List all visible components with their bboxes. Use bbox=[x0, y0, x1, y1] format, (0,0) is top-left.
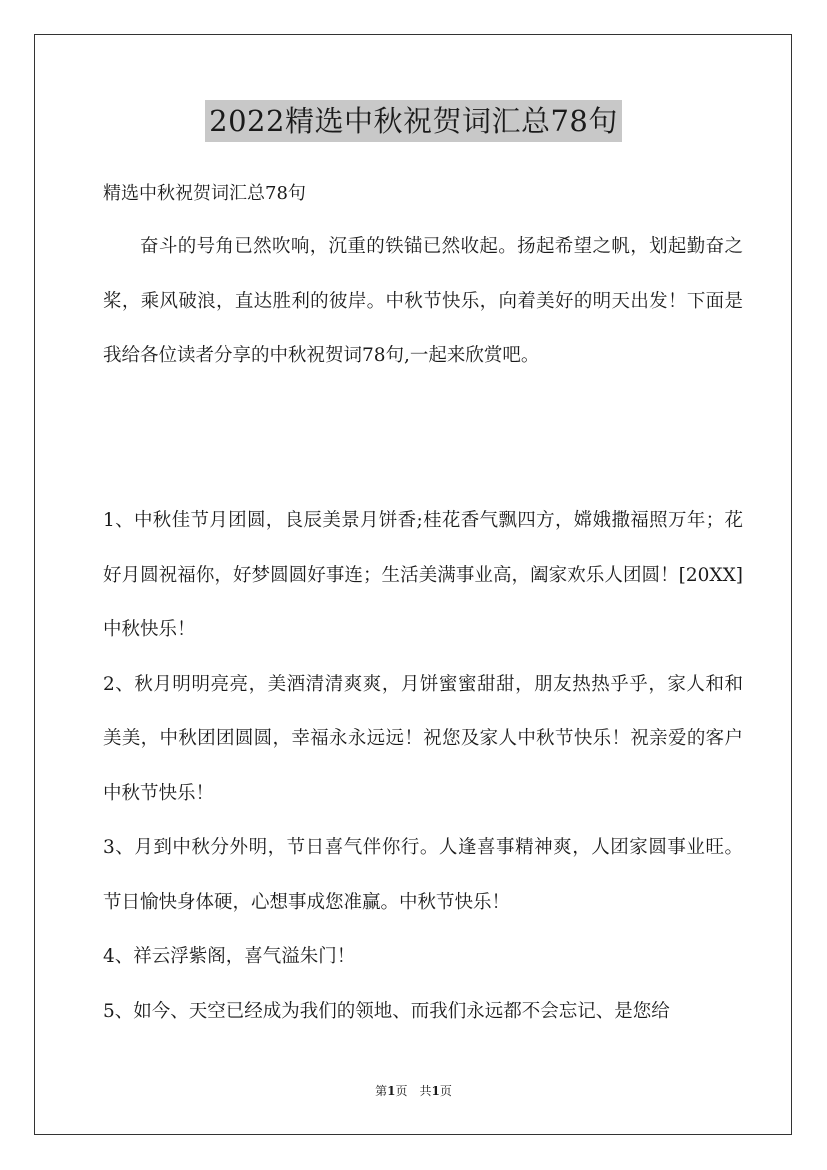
intro-paragraph: 奋斗的号角已然吹响，沉重的铁锚已然收起。扬起希望之帆，划起勤奋之桨，乘风破浪，直达胜利的彼岸。中秋节快乐，向着美好的明天出发！下面是我给各位读者分享的中秋祝贺词78句,一起来欣赏吧。 bbox=[103, 236, 743, 366]
page-current: 1 bbox=[387, 1084, 396, 1098]
document-subtitle: 精选中秋祝贺词汇总78句 bbox=[103, 183, 306, 204]
greetings-list bbox=[103, 494, 743, 1039]
list-item: 4、祥云浮紫阁，喜气溢朱门！ bbox=[103, 946, 356, 967]
list-item: 3、月到中秋分外明，节日喜气伴你行。人逢喜事精神爽，人团家圆事业旺。节日愉快身体硬，心想事成您准赢。中秋节快乐！ bbox=[103, 837, 743, 913]
page-total: 1 bbox=[431, 1084, 440, 1098]
page-prefix: 第 bbox=[375, 1084, 388, 1098]
page-mid: 页 共 bbox=[395, 1084, 432, 1098]
list-item: 2、秋月明明亮亮，美酒清清爽爽，月饼蜜蜜甜甜，朋友热热乎乎，家人和和美美，中秋团团圆圆，幸福永永远远！祝您及家人中秋节快乐！祝亲爱的客户中秋节快乐！ bbox=[103, 673, 743, 804]
title-container bbox=[0, 100, 827, 142]
list-item: 5、如今、天空已经成为我们的领地、而我们永远都不会忘记、是您给 bbox=[103, 1000, 670, 1022]
list-item: 1、中秋佳节月团圆，良辰美景月饼香;桂花香气飘四方，嫦娥撒福照万年；花好月圆祝福你，好梦圆圆好事连；生活美满事业高，阖家欢乐人团圆！[20XX]中秋快乐！ bbox=[103, 510, 743, 640]
document-title: 2022精选中秋祝贺词汇总78句 bbox=[205, 100, 622, 142]
page-footer bbox=[0, 1083, 827, 1099]
page-suffix: 页 bbox=[439, 1084, 452, 1098]
